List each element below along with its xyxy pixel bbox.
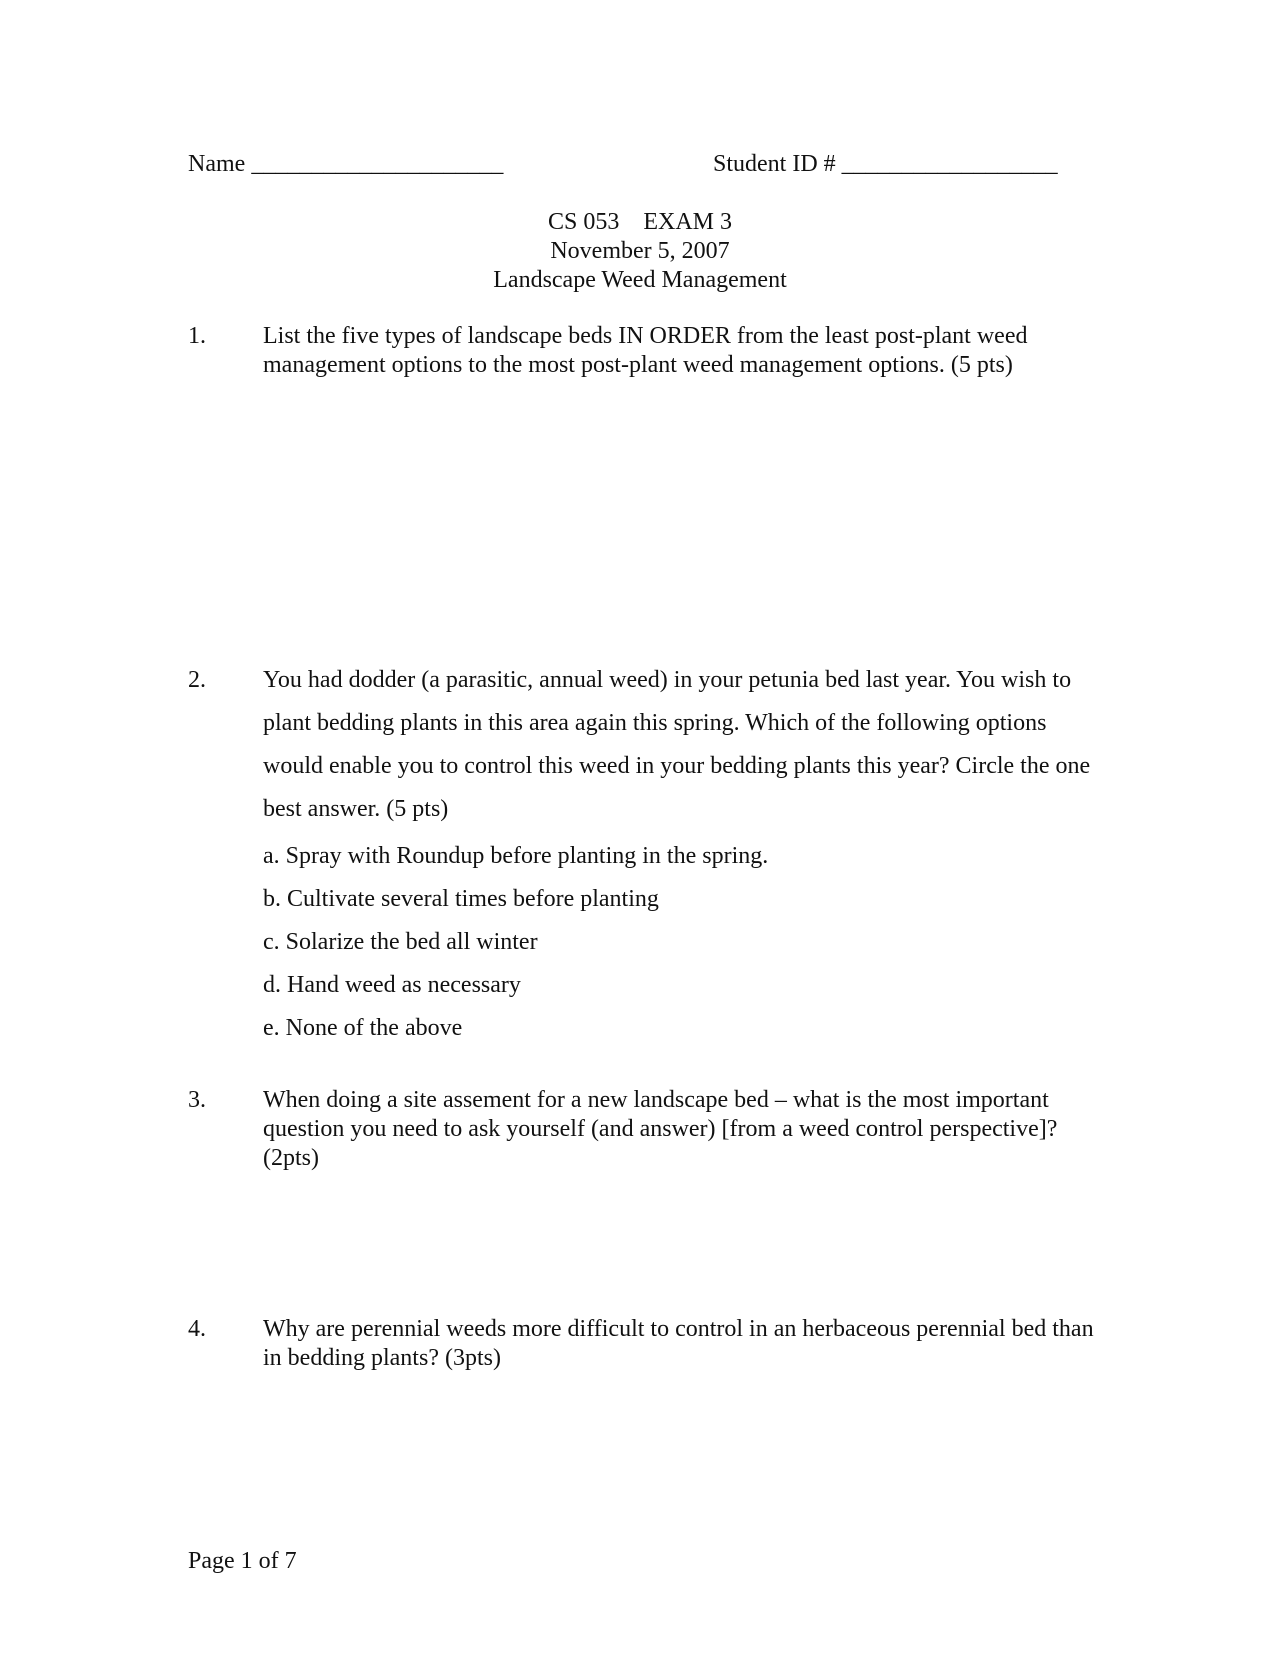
course-code: CS 053 (547, 209, 620, 235)
name-label: Name (188, 151, 246, 177)
question-2-option-e[interactable]: e. None of the above (263, 1015, 463, 1041)
question-2-text: You had dodder (a parasitic, annual weed) in your petunia bed last year. You wish to plant bedding plants in this area again this spring. Which of the following options would enable you to control this weed in your bedding plants this year? Circle the one best answer. (5 pts) (263, 667, 1091, 822)
exam-date: November 5, 2007 (550, 238, 730, 264)
question-2-option-d[interactable]: d. Hand weed as necessary (263, 972, 521, 998)
question-3-number: 3. (188, 1087, 206, 1113)
question-4-number: 4. (188, 1316, 206, 1342)
question-1-number: 1. (188, 323, 206, 349)
exam-label: EXAM 3 (643, 209, 733, 235)
question-3-text: When doing a site assement for a new landscape bed – what is the most important question you need to ask yourself (and answer) [from a weed control perspective]? (2pts) (263, 1087, 1058, 1171)
student-id-field (713, 150, 1058, 179)
name-field (188, 150, 503, 179)
question-2-number: 2. (188, 667, 206, 693)
question-2-option-b[interactable]: b. Cultivate several times before planting (263, 886, 659, 912)
student-id-blank[interactable]: __________________ (841, 151, 1058, 177)
question-2-option-c[interactable]: c. Solarize the bed all winter (263, 929, 538, 955)
question-1-text: List the five types of landscape beds IN ORDER from the least post-plant weed management options to the most post-plant weed management options. (5 pts) (263, 323, 1028, 378)
question-4-text: Why are perennial weeds more difficult to control in an herbaceous perennial bed than in bedding plants? (3pts) (263, 1316, 1094, 1371)
name-blank[interactable]: _____________________ (251, 151, 504, 177)
exam-title-line (0, 208, 1280, 237)
exam-subject: Landscape Weed Management (493, 267, 787, 293)
question-2-option-a[interactable]: a. Spray with Roundup before planting in the spring. (263, 843, 769, 869)
page-number: Page 1 of 7 (188, 1548, 297, 1574)
student-id-label: Student ID # (713, 151, 836, 177)
